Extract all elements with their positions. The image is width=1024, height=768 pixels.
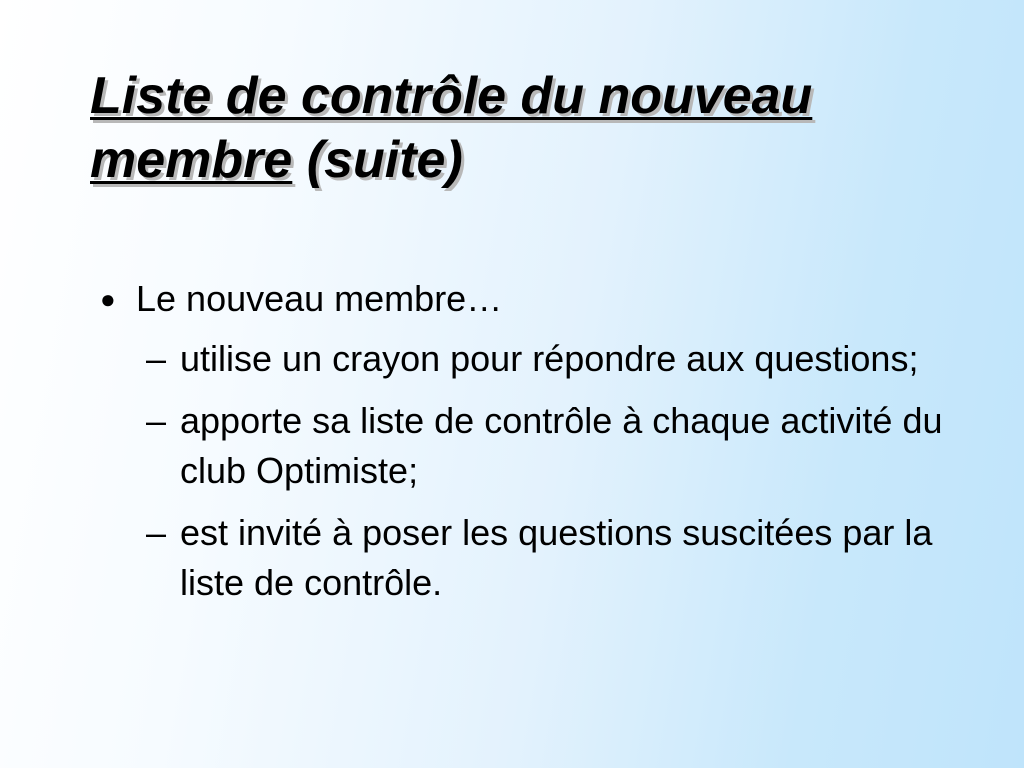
sub-item-text: est invité à poser les questions suscitées par la liste de contrôle.: [180, 512, 933, 603]
sub-item-checklist: [100, 396, 980, 496]
sub-item-text: utilise un crayon pour répondre aux questions;: [180, 338, 919, 379]
dash-icon: –: [146, 512, 167, 553]
sub-item-questions: [100, 508, 980, 608]
dash-icon: –: [146, 338, 167, 379]
slide-title-suffix: (suite): [306, 131, 463, 189]
slide-title-underlined: Liste de contrôle du nouveau membre: [90, 67, 813, 189]
sub-item-text: apporte sa liste de contrôle à chaque activité du club Optimiste;: [180, 400, 943, 491]
slide-title: [90, 64, 990, 192]
bullet-item: [100, 272, 980, 326]
bullet-text: Le nouveau membre…: [136, 278, 503, 319]
sub-item-pencil: [100, 334, 980, 384]
bullet-dot-icon: ●: [100, 284, 116, 314]
slide-body: [100, 272, 980, 620]
dash-icon: –: [146, 400, 167, 441]
